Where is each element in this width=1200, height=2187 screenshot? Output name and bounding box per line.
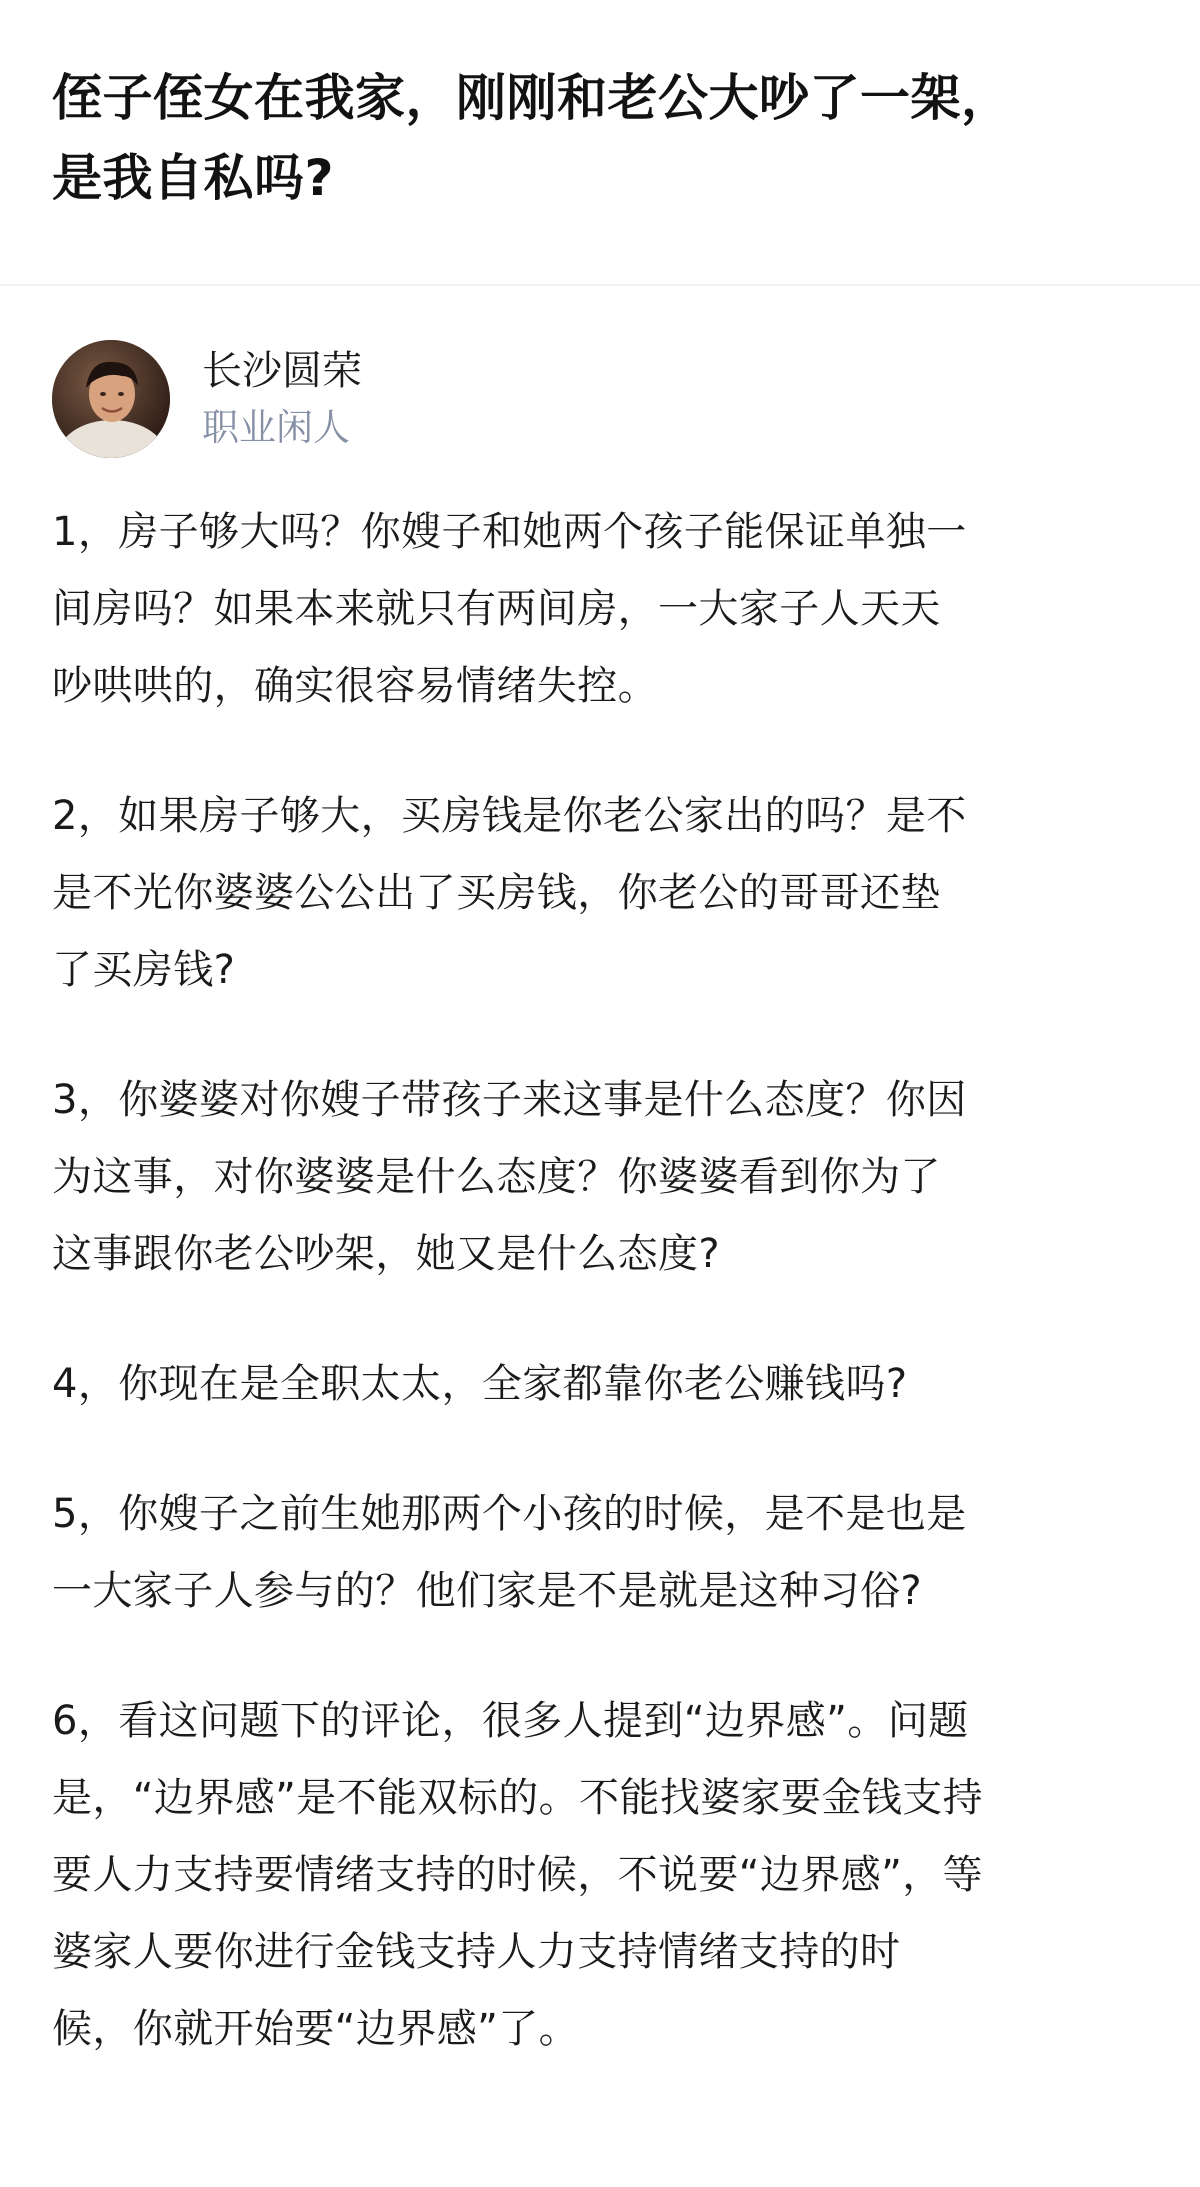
answer-card bbox=[0, 286, 1200, 2068]
answer-paragraph-2: 2，如果房子够大，买房钱是你老公家出的吗？是不 是不光你婆婆公公出了买房钱，你老公的哥哥还垫 了买房钱? bbox=[52, 793, 967, 993]
answer-paragraph-5: 5，你嫂子之前生她那两个小孩的时候，是不是也是 一大家子人参与的？他们家是不是就是这种习俗? bbox=[52, 1491, 967, 1614]
author-row[interactable] bbox=[52, 340, 1148, 458]
author-headline: 职业闲人 bbox=[202, 406, 350, 449]
answer-paragraph-4: 4，你现在是全职太太，全家都靠你老公赚钱吗? bbox=[52, 1361, 908, 1407]
question-header bbox=[0, 0, 1200, 286]
author-info bbox=[202, 340, 362, 456]
answer-paragraph-1: 1，房子够大吗？你嫂子和她两个孩子能保证单独一 间房吗？如果本来就只有两间房，一大家子人天天 吵哄哄的，确实很容易情绪失控。 bbox=[52, 509, 967, 709]
author-name[interactable]: 长沙圆荣 bbox=[202, 348, 362, 394]
question-title[interactable]: 侄子侄女在我家，刚刚和老公大吵了一架， 是我自私吗? bbox=[52, 69, 1012, 207]
answer-paragraph-6: 6，看这问题下的评论，很多人提到“边界感”。问题 是，“边界感”是不能双标的。不能找婆家要金钱支持 要人力支持要情绪支持的时候，不说要“边界感”，等 婆家人要你进行金钱支持人力支持情绪支持的时 候，你就开始要“边界感”了。 bbox=[52, 1698, 984, 2052]
author-avatar[interactable] bbox=[52, 340, 170, 458]
answer-content bbox=[52, 494, 1148, 2068]
answer-paragraph-3: 3，你婆婆对你嫂子带孩子来这事是什么态度？你因 为这事，对你婆婆是什么态度？你婆婆看到你为了 这事跟你老公吵架，她又是什么态度? bbox=[52, 1077, 967, 1277]
user-avatar-icon bbox=[52, 340, 170, 458]
